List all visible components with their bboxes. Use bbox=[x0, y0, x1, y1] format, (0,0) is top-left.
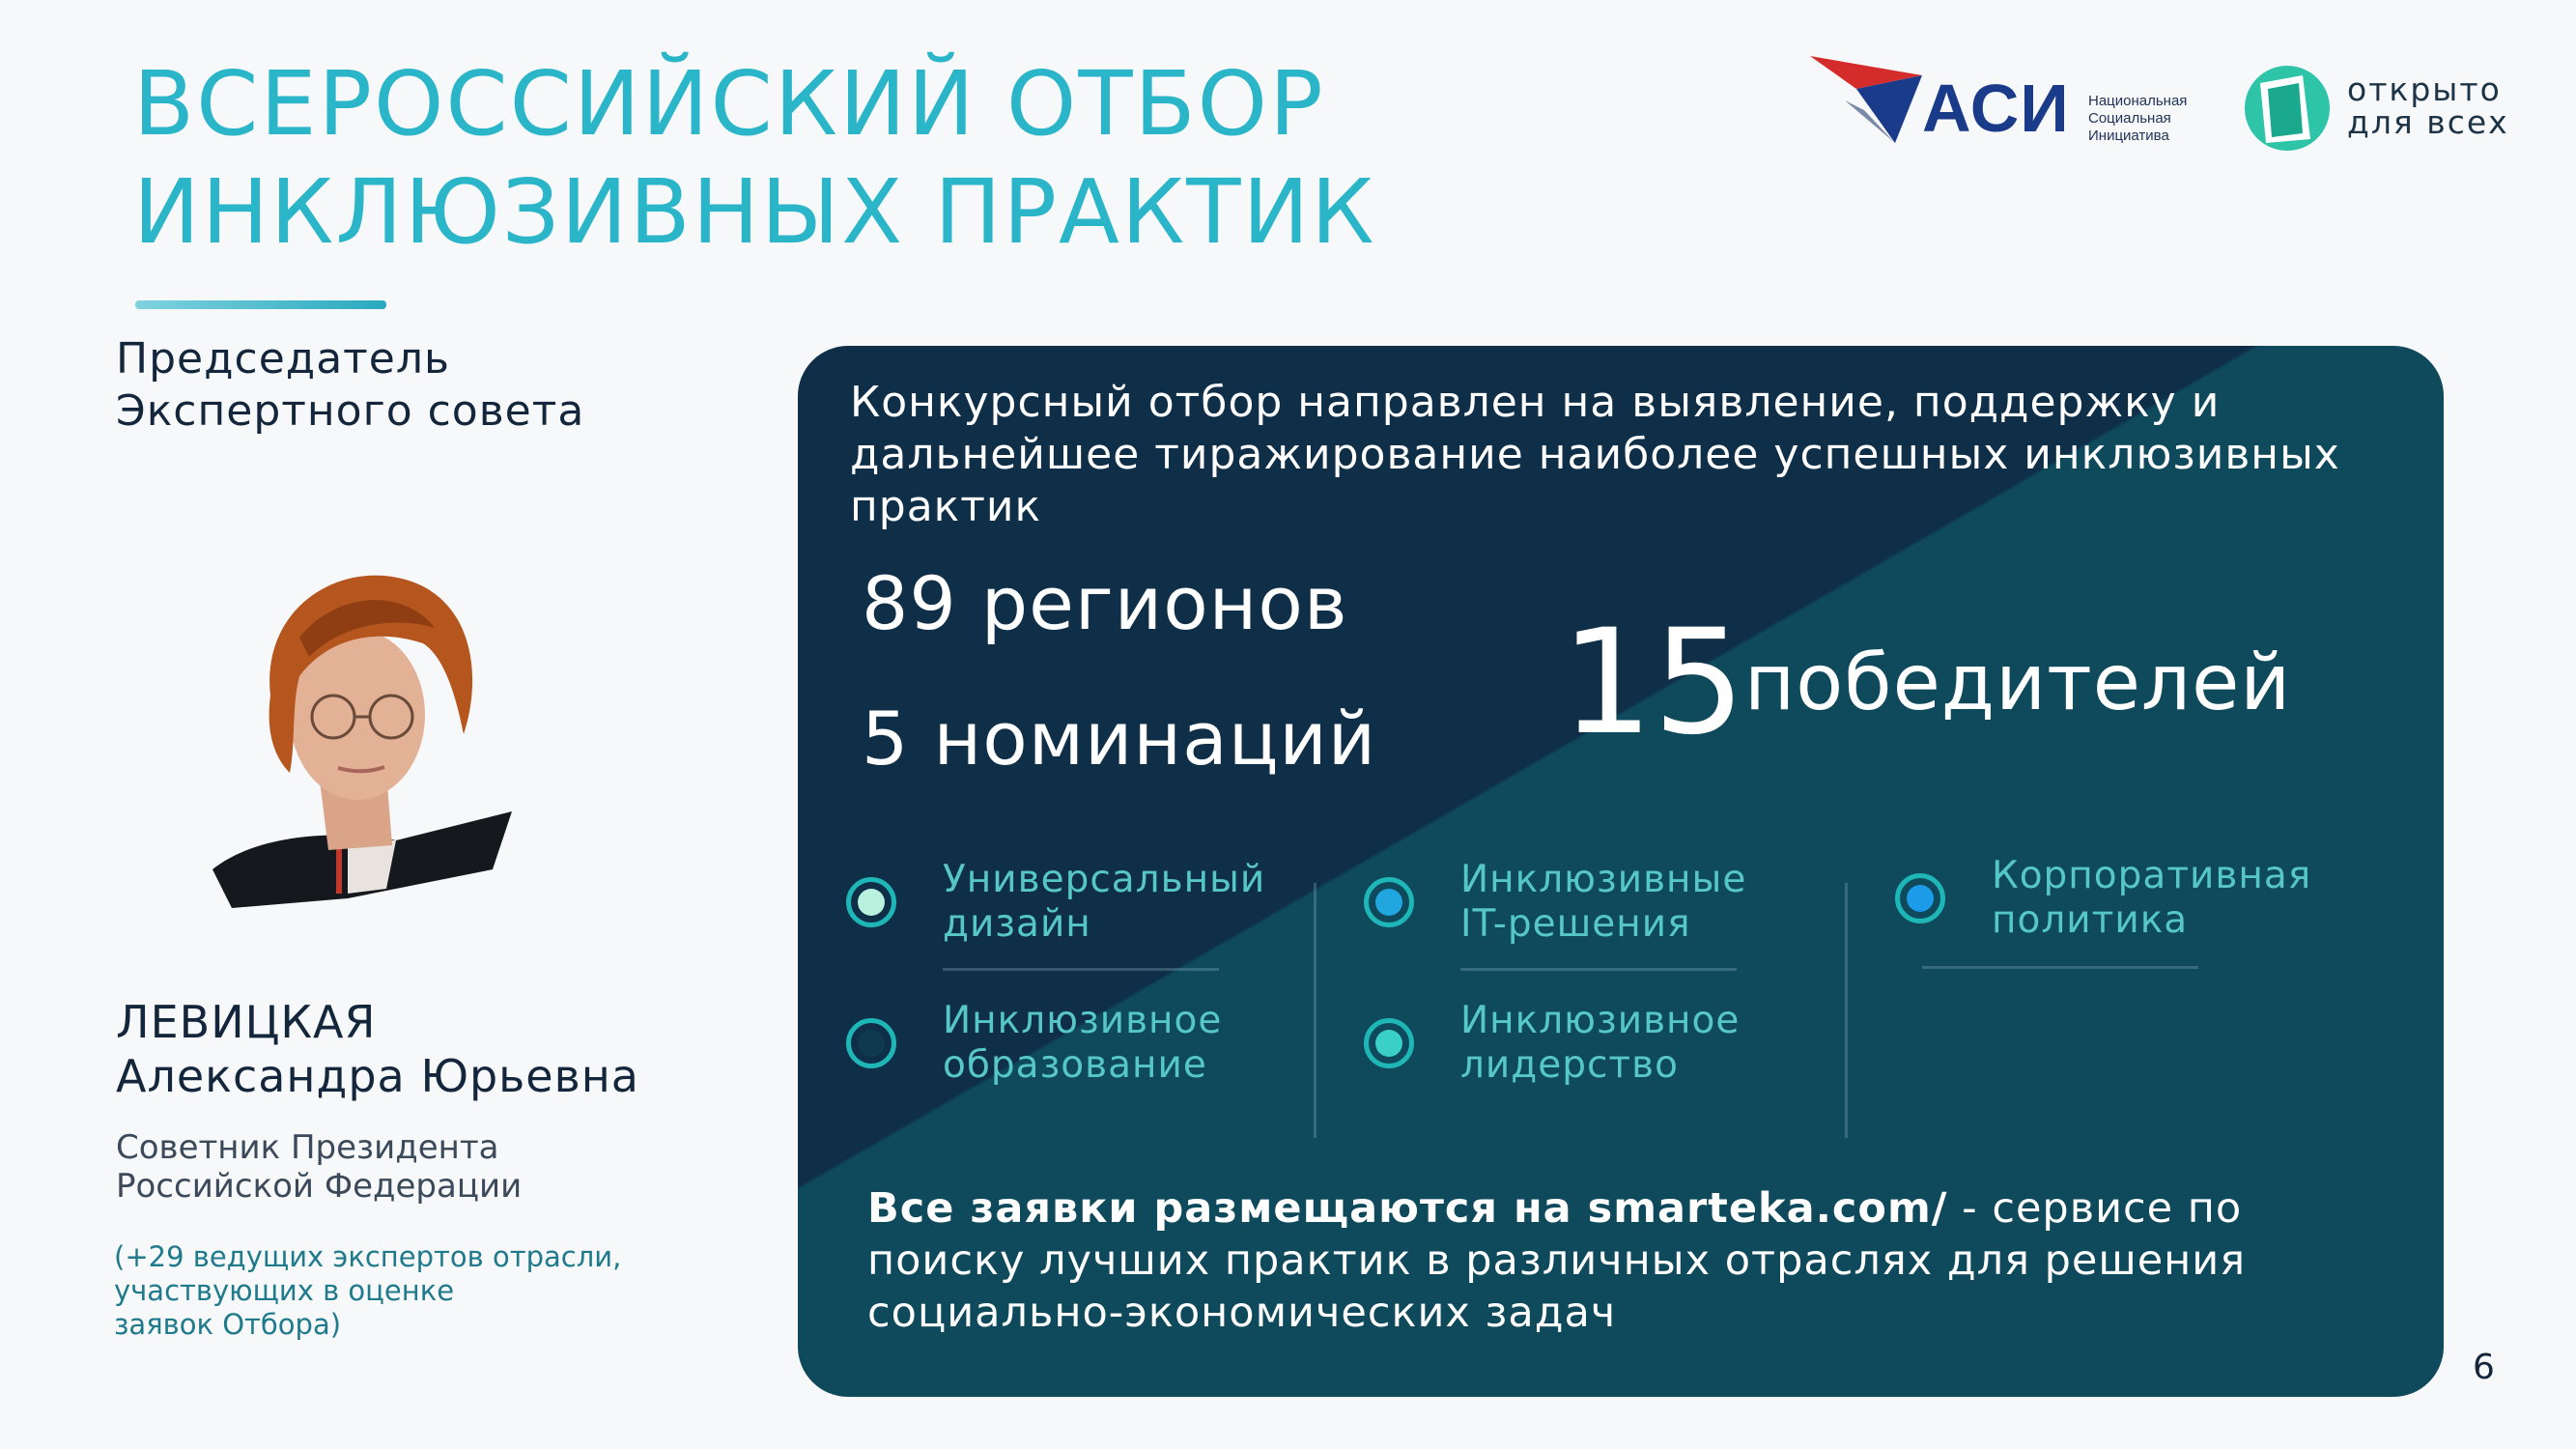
asi-subtitle-line: Социальная bbox=[2088, 110, 2171, 127]
footer-note-bold: Все заявки размещаются на smarteka.com/ bbox=[867, 1184, 1948, 1233]
nomination-bullet-core bbox=[1375, 889, 1402, 916]
nomination-label-line: Корпоративная bbox=[1992, 854, 2312, 897]
nomination-divider bbox=[1460, 968, 1737, 971]
nomination-bullet-core bbox=[1375, 1030, 1402, 1057]
nomination-label-line: дизайн bbox=[943, 902, 1091, 946]
nomination-bullet-core bbox=[858, 1030, 885, 1057]
page-number: 6 bbox=[2473, 1348, 2495, 1387]
nomination-column-divider bbox=[1314, 883, 1316, 1138]
role-line: Советник Президента bbox=[116, 1128, 499, 1167]
stat-nominations: 5 номинаций bbox=[862, 696, 1377, 781]
nomination-item bbox=[1364, 999, 1740, 1088]
nomination-label-line: лидерство bbox=[1460, 1043, 1679, 1087]
person-surname: ЛЕВИЦКАЯ bbox=[116, 996, 377, 1048]
title-line-1: ВСЕРОССИЙСКИЙ ОТБОР bbox=[133, 52, 1325, 156]
footer-note-rest: - сервисе по поиску лучших практик в различных отраслях для решения социально-экономических задач bbox=[867, 1184, 2247, 1337]
open-logo-line: открыто bbox=[2347, 71, 2502, 108]
nomination-bullet-icon bbox=[1364, 877, 1414, 927]
nomination-bullet-icon bbox=[846, 1018, 896, 1068]
info-panel bbox=[798, 346, 2444, 1397]
nomination-label-line: IT-решения bbox=[1460, 902, 1691, 946]
title-accent-line bbox=[135, 300, 386, 309]
nomination-item bbox=[846, 858, 1265, 947]
nomination-bullet-core bbox=[1907, 885, 1934, 912]
nomination-label-line: Универсальный bbox=[943, 858, 1266, 901]
nomination-label bbox=[1992, 854, 2311, 943]
person-role bbox=[116, 1128, 522, 1206]
chair-label: Председатель Экспертного совета bbox=[116, 334, 585, 436]
open-logo-line: для всех bbox=[2347, 103, 2509, 141]
nomination-label-line: Инклюзивное bbox=[943, 999, 1223, 1042]
open-logo-mark-icon bbox=[2243, 62, 2335, 155]
stat-regions: 89 регионов bbox=[862, 560, 1348, 646]
experts-note-line: заявок Отбора) bbox=[114, 1308, 342, 1341]
nomination-divider bbox=[1922, 966, 2198, 969]
nomination-bullet-icon bbox=[1895, 873, 1945, 923]
stat-winners-label: победителей bbox=[1744, 638, 2292, 727]
role-line: Российской Федерации bbox=[116, 1167, 523, 1206]
page-title bbox=[133, 50, 1376, 267]
nomination-bullet-icon bbox=[1364, 1018, 1414, 1068]
experts-note-line: участвующих в оценке bbox=[114, 1274, 455, 1307]
nomination-divider bbox=[943, 968, 1219, 971]
nomination-label-line: Инклюзивные bbox=[1460, 858, 1747, 901]
nomination-label bbox=[943, 999, 1222, 1088]
nomination-label bbox=[1460, 999, 1740, 1088]
nomination-item bbox=[1364, 858, 1746, 947]
nomination-item bbox=[1895, 854, 2311, 943]
person-given-name: Александра Юрьевна bbox=[116, 1050, 639, 1102]
experts-note bbox=[114, 1240, 621, 1342]
person-name bbox=[116, 995, 639, 1103]
nomination-column-divider bbox=[1845, 883, 1848, 1138]
panel-footer-note bbox=[867, 1182, 2413, 1339]
asi-subtitle-line: Национальная bbox=[2088, 93, 2188, 109]
nomination-label bbox=[1460, 858, 1746, 947]
asi-logo bbox=[1806, 50, 2212, 156]
asi-logo-text: АСИ bbox=[1922, 71, 2070, 146]
open-logo-text bbox=[2347, 73, 2509, 139]
nomination-label-line: образование bbox=[943, 1043, 1207, 1087]
nomination-label-line: политика bbox=[1992, 898, 2189, 942]
asi-subtitle-line: Инициатива bbox=[2088, 128, 2169, 144]
nomination-label bbox=[943, 858, 1265, 947]
portrait-photo bbox=[203, 551, 531, 918]
panel-intro-text: Конкурсный отбор направлен на выявление, поддержку и дальнейшее тиражирование наиболее успешных инклюзивных практик bbox=[850, 378, 2340, 531]
open-for-all-logo bbox=[2243, 62, 2533, 158]
title-line-2: ИНКЛЮЗИВНЫХ ПРАКТИК bbox=[133, 160, 1376, 264]
asi-logo-subtitle bbox=[2088, 93, 2187, 145]
nomination-bullet-core bbox=[858, 889, 885, 916]
nomination-label-line: Инклюзивное bbox=[1460, 999, 1741, 1042]
asi-logo-mark-icon bbox=[1806, 50, 1932, 156]
nomination-bullet-icon bbox=[846, 877, 896, 927]
nomination-item bbox=[846, 999, 1222, 1088]
stat-winners-number: 15 bbox=[1561, 599, 1745, 767]
experts-note-line: (+29 ведущих экспертов отрасли, bbox=[114, 1240, 622, 1273]
